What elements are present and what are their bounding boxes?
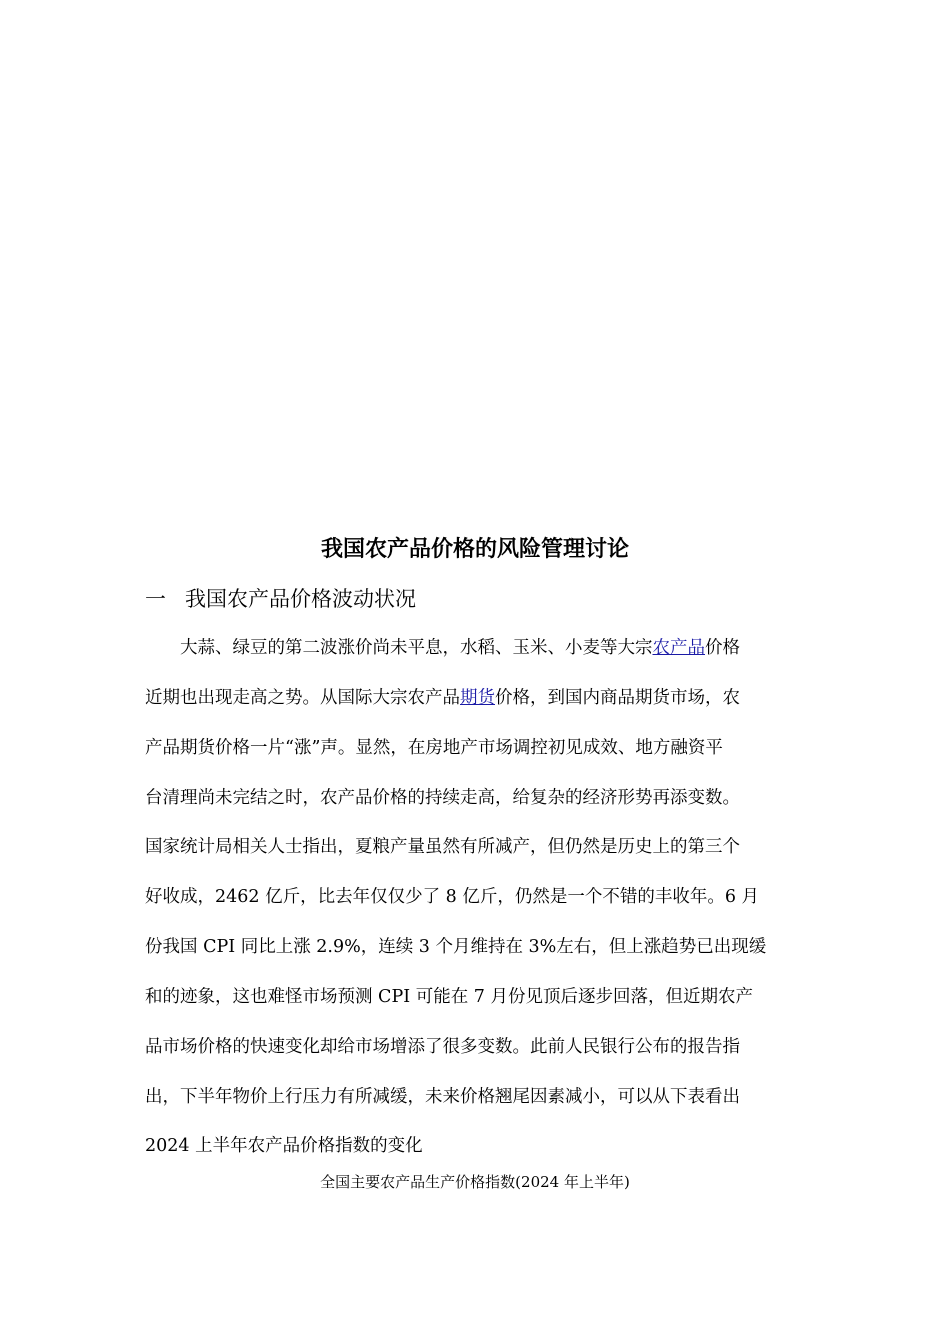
paragraph-line-9: 品市场价格的快速变化却给市场增添了很多变数。此前人民银行公布的报告指	[145, 1037, 740, 1057]
paragraph-line-11: 2024 上半年农产品价格指数的变化	[145, 1136, 423, 1156]
document-title: 我国农产品价格的风险管理讨论	[320, 536, 629, 562]
paragraph-text: 价格	[705, 638, 740, 658]
section-number: 一	[145, 587, 166, 611]
paragraph-text: 大蒜、绿豆的第二波涨价尚未平息，水稻、玉米、小麦等大宗	[180, 638, 653, 658]
paragraph-line-10: 出，下半年物价上行压力有所减缓，未来价格翘尾因素减小，可以从下表看出	[145, 1087, 740, 1107]
paragraph-text: 近期也出现走高之势。从国际大宗农产品	[145, 688, 460, 708]
paragraph-line-3: 产品期货价格一片“涨”声。显然，在房地产市场调控初见成效、地方融资平	[145, 738, 723, 758]
agricultural-products-link[interactable]: 农产品	[652, 638, 705, 658]
section-heading	[145, 583, 416, 615]
table-caption: 全国主要农产品生产价格指数(2024 年上半年)	[320, 1173, 630, 1191]
paragraph-line-4: 台清理尚未完结之时，农产品价格的持续走高，给复杂的经济形势再添变数。	[145, 788, 740, 808]
paragraph-line-6: 好收成，2462 亿斤，比去年仅仅少了 8 亿斤，仍然是一个不错的丰收年。6 月	[145, 887, 760, 907]
paragraph-line-8: 和的迹象，这也难怪市场预测 CPI 可能在 7 月份见顶后逐步回落，但近期农产	[145, 987, 753, 1007]
futures-link[interactable]: 期货	[460, 688, 495, 708]
paragraph-line-5: 国家统计局相关人士指出，夏粮产量虽然有所减产，但仍然是历史上的第三个	[145, 837, 740, 857]
paragraph-text: 价格，到国内商品期货市场，农	[495, 688, 740, 708]
paragraph-line-2	[145, 683, 740, 713]
section-heading-text: 我国农产品价格波动状况	[185, 587, 416, 611]
paragraph-line-1	[180, 633, 740, 663]
paragraph-line-7: 份我国 CPI 同比上涨 2.9%，连续 3 个月维持在 3%左右，但上涨趋势已出现缓	[145, 937, 767, 957]
